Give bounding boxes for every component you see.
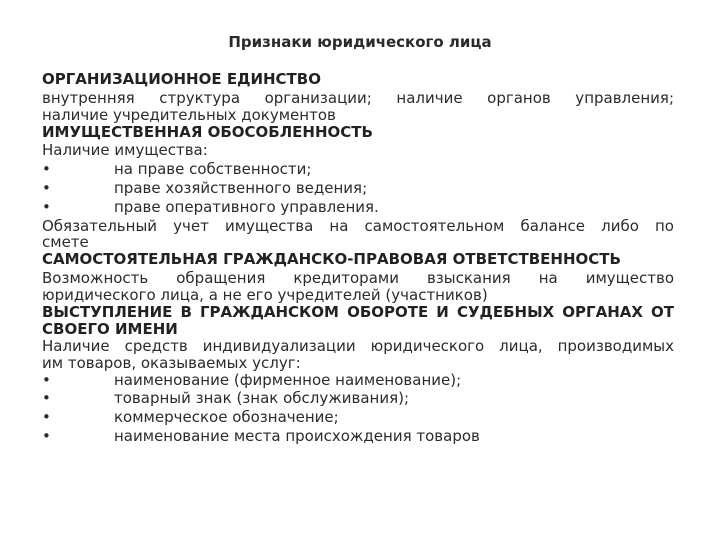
bullet-icon: •: [42, 197, 51, 216]
list-item-text: праве хозяйственного ведения;: [114, 178, 368, 197]
list-item: [42, 427, 674, 446]
section-heading-civil-turnover-cont: СВОЕГО ИМЕНИ: [42, 319, 178, 338]
list-item-text: наименование места происхождения товаров: [114, 426, 480, 445]
section-text: внутренняя структура организации; наличие органов управления;: [42, 88, 674, 107]
list-item: [42, 160, 674, 179]
section-text: Наличие средств индивидуализации юридического лица, производимых: [42, 336, 674, 355]
section-text: Обязательный учет имущества на самостоятельном балансе либо по: [42, 216, 674, 235]
list-item: [42, 198, 674, 217]
list-item-text: на праве собственности;: [114, 160, 312, 179]
section-text: юридического лица, а не его учредителей (участников): [42, 285, 488, 304]
section-heading-civil-turnover: ВЫСТУПЛЕНИЕ В ГРАЖДАНСКОМ ОБОРОТЕ И СУДЕБНЫХ ОРГАНАХ ОТ: [42, 302, 674, 321]
list-item: [42, 389, 674, 408]
bullet-icon: •: [42, 389, 51, 408]
bullet-icon: •: [42, 178, 51, 197]
section-intro: Наличие имущества:: [42, 141, 208, 160]
section-heading-civil-liability: САМОСТОЯТЕЛЬНАЯ ГРАЖДАНСКО-ПРАВОВАЯ ОТВЕТСТВЕННОСТЬ: [42, 250, 621, 269]
section-text: смете: [42, 233, 89, 252]
section-heading-organizational-unity: ОРГАНИЗАЦИОННОЕ ЕДИНСТВО: [42, 70, 321, 88]
slide-title: Признаки юридического лица: [228, 33, 492, 51]
list-item-text: наименование (фирменное наименование);: [114, 370, 462, 389]
list-item-text: товарный знак (знак обслуживания);: [114, 389, 410, 408]
bullet-icon: •: [42, 370, 51, 389]
slide-content: [42, 70, 674, 446]
list-item: [42, 371, 674, 390]
section-text: им товаров, оказываемых услуг:: [42, 353, 301, 372]
bullet-icon: •: [42, 408, 51, 427]
section-heading-property-separation: ИМУЩЕСТВЕННАЯ ОБОСОБЛЕННОСТЬ: [42, 122, 373, 141]
list-item: [42, 408, 674, 427]
bullet-icon: •: [42, 160, 51, 179]
bullet-icon: •: [42, 426, 51, 445]
list-item: [42, 179, 674, 198]
section-text: Возможность обращения кредиторами взыскания на имущество: [42, 269, 674, 288]
list-item-text: праве оперативного управления.: [114, 197, 379, 216]
list-item-text: коммерческое обозначение;: [114, 408, 339, 427]
section-text: наличие учредительных документов: [42, 105, 336, 124]
